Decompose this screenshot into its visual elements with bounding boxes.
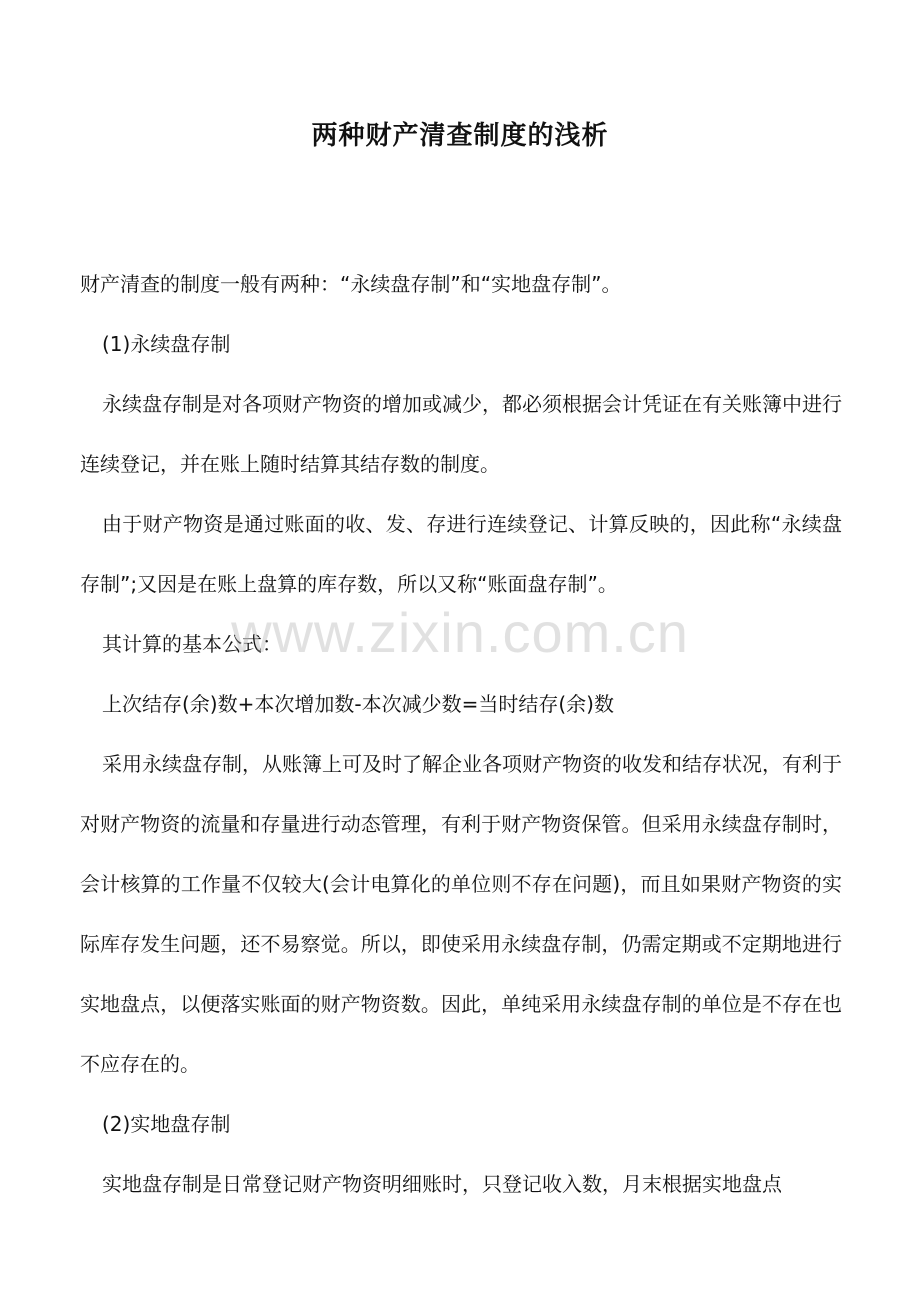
paragraph-formula: 上次结存(余)数+本次增加数-本次减少数=当时结存(余)数 [102,692,614,716]
paragraph-intro: 财产清查的制度一般有两种：“永续盘存制”和“实地盘存制”。 [80,272,622,296]
paragraph-perpetual-analysis: 采用永续盘存制，从账簿上可及时了解企业各项财产物资的收发和结存状况，有利于对财产物资的流量和存量进行动态管理，有利于财产物资保管。但采用永续盘存制时，会计核算的工作量不仅较大(会计电算化的单位则不存在问题)，而且如果财产物资的实际库存发生问题，还不易察觉。所以，即使采用永续盘存制，仍需定期或不定期地进行实地盘点，以便落实账面的财产物资数。因此，单纯采用永续盘存制的单位是不存在也不应存在的。 [80,752,842,1076]
document-body [80,254,842,1214]
paragraph-perpetual-naming: 由于财产物资是通过账面的收、发、存进行连续登记、计算反映的，因此称“永续盘存制”;又因是在账上盘算的库存数，所以又称“账面盘存制”。 [80,512,842,596]
section-heading-physical: (2)实地盘存制 [102,1112,231,1136]
section-heading-perpetual: (1)永续盘存制 [102,332,231,356]
watermark-text: www.zixin.com.cn [231,601,689,664]
paragraph-physical-definition: 实地盘存制是日常登记财产物资明细账时，只登记收入数，月末根据实地盘点 [102,1172,782,1196]
document-title: 两种财产清查制度的浅析 [311,121,609,151]
paragraph-formula-label: 其计算的基本公式： [102,632,282,656]
paragraph-perpetual-definition: 永续盘存制是对各项财产物资的增加或减少，都必须根据会计凭证在有关账簿中进行连续登记，并在账上随时结算其结存数的制度。 [80,392,842,476]
